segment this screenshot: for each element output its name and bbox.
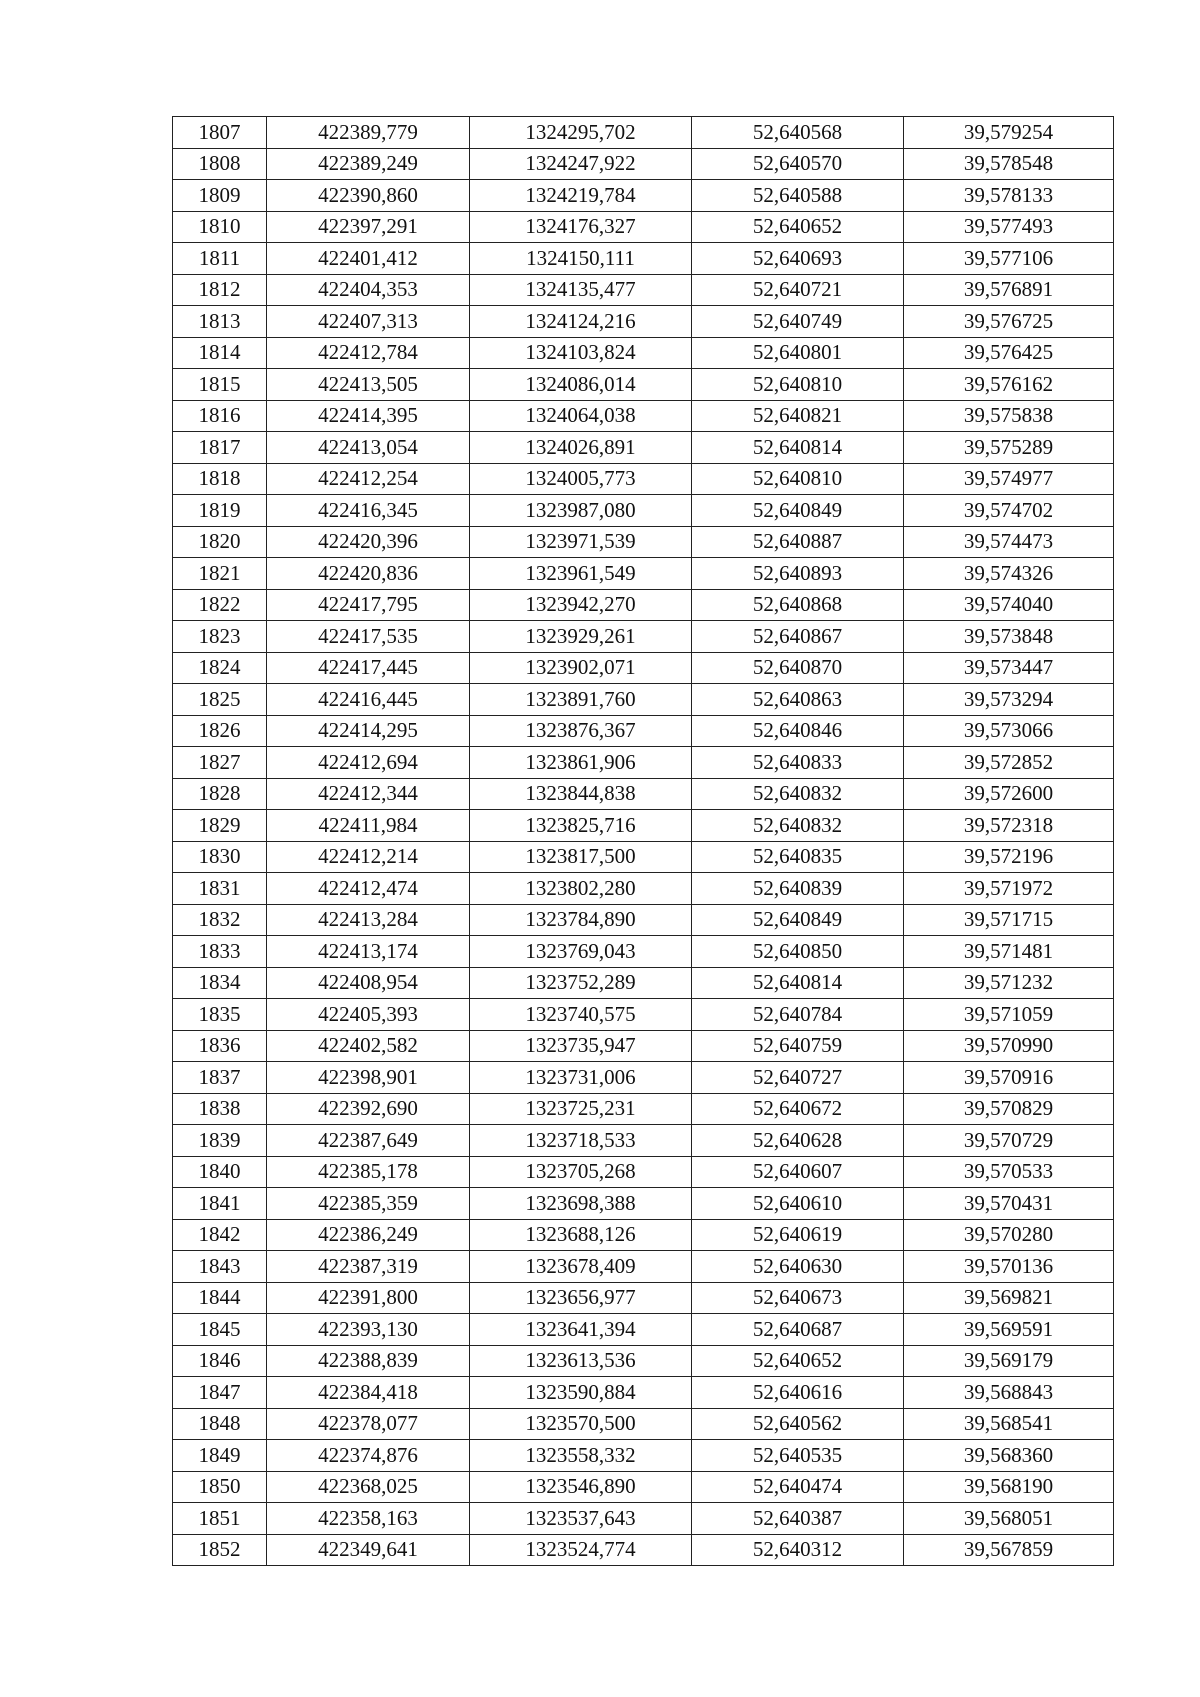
x-coordinate-cell: 422397,291 (267, 211, 470, 243)
longitude-cell: 39,574702 (904, 495, 1114, 527)
x-coordinate-cell: 422411,984 (267, 810, 470, 842)
table-row (173, 1062, 1114, 1094)
point-number-cell: 1840 (173, 1156, 267, 1188)
table-row (173, 1251, 1114, 1283)
x-coordinate-cell: 422420,396 (267, 526, 470, 558)
point-number-cell: 1836 (173, 1030, 267, 1062)
latitude-cell: 52,640887 (692, 526, 904, 558)
table-row (173, 526, 1114, 558)
y-coordinate-cell: 1323784,890 (470, 904, 692, 936)
table-row (173, 621, 1114, 653)
x-coordinate-cell: 422368,025 (267, 1471, 470, 1503)
point-number-cell: 1837 (173, 1062, 267, 1094)
table-row (173, 747, 1114, 779)
longitude-cell: 39,568360 (904, 1440, 1114, 1472)
table-row (173, 1093, 1114, 1125)
y-coordinate-cell: 1324103,824 (470, 337, 692, 369)
table-row (173, 873, 1114, 905)
table-row (173, 432, 1114, 464)
table-row (173, 1440, 1114, 1472)
x-coordinate-cell: 422358,163 (267, 1503, 470, 1535)
latitude-cell: 52,640570 (692, 148, 904, 180)
latitude-cell: 52,640784 (692, 999, 904, 1031)
longitude-cell: 39,573066 (904, 715, 1114, 747)
point-number-cell: 1830 (173, 841, 267, 873)
longitude-cell: 39,569591 (904, 1314, 1114, 1346)
x-coordinate-cell: 422392,690 (267, 1093, 470, 1125)
y-coordinate-cell: 1323929,261 (470, 621, 692, 653)
y-coordinate-cell: 1323802,280 (470, 873, 692, 905)
point-number-cell: 1821 (173, 558, 267, 590)
longitude-cell: 39,570829 (904, 1093, 1114, 1125)
table-row (173, 337, 1114, 369)
y-coordinate-cell: 1323718,533 (470, 1125, 692, 1157)
y-coordinate-cell: 1323537,643 (470, 1503, 692, 1535)
longitude-cell: 39,573294 (904, 684, 1114, 716)
longitude-cell: 39,574473 (904, 526, 1114, 558)
latitude-cell: 52,640588 (692, 180, 904, 212)
x-coordinate-cell: 422416,445 (267, 684, 470, 716)
point-number-cell: 1813 (173, 306, 267, 338)
longitude-cell: 39,570136 (904, 1251, 1114, 1283)
table-row (173, 778, 1114, 810)
latitude-cell: 52,640835 (692, 841, 904, 873)
longitude-cell: 39,578133 (904, 180, 1114, 212)
table-row (173, 495, 1114, 527)
x-coordinate-cell: 422385,359 (267, 1188, 470, 1220)
x-coordinate-cell: 422387,319 (267, 1251, 470, 1283)
longitude-cell: 39,576162 (904, 369, 1114, 401)
point-number-cell: 1838 (173, 1093, 267, 1125)
longitude-cell: 39,571059 (904, 999, 1114, 1031)
y-coordinate-cell: 1324150,111 (470, 243, 692, 275)
latitude-cell: 52,640610 (692, 1188, 904, 1220)
x-coordinate-cell: 422412,694 (267, 747, 470, 779)
table-row (173, 1156, 1114, 1188)
point-number-cell: 1807 (173, 117, 267, 149)
table-row (173, 117, 1114, 149)
y-coordinate-cell: 1323861,906 (470, 747, 692, 779)
table-row (173, 369, 1114, 401)
point-number-cell: 1852 (173, 1534, 267, 1566)
longitude-cell: 39,568190 (904, 1471, 1114, 1503)
y-coordinate-cell: 1323825,716 (470, 810, 692, 842)
coordinates-table-body (173, 117, 1114, 1566)
longitude-cell: 39,576725 (904, 306, 1114, 338)
latitude-cell: 52,640839 (692, 873, 904, 905)
longitude-cell: 39,570729 (904, 1125, 1114, 1157)
point-number-cell: 1815 (173, 369, 267, 401)
point-number-cell: 1812 (173, 274, 267, 306)
x-coordinate-cell: 422412,344 (267, 778, 470, 810)
x-coordinate-cell: 422417,445 (267, 652, 470, 684)
longitude-cell: 39,575289 (904, 432, 1114, 464)
latitude-cell: 52,640893 (692, 558, 904, 590)
point-number-cell: 1850 (173, 1471, 267, 1503)
latitude-cell: 52,640846 (692, 715, 904, 747)
point-number-cell: 1831 (173, 873, 267, 905)
table-row (173, 652, 1114, 684)
longitude-cell: 39,579254 (904, 117, 1114, 149)
point-number-cell: 1808 (173, 148, 267, 180)
x-coordinate-cell: 422391,800 (267, 1282, 470, 1314)
point-number-cell: 1819 (173, 495, 267, 527)
x-coordinate-cell: 422408,954 (267, 967, 470, 999)
table-row (173, 1534, 1114, 1566)
y-coordinate-cell: 1323844,838 (470, 778, 692, 810)
longitude-cell: 39,573848 (904, 621, 1114, 653)
x-coordinate-cell: 422389,779 (267, 117, 470, 149)
coordinates-table (172, 116, 1114, 1566)
latitude-cell: 52,640628 (692, 1125, 904, 1157)
x-coordinate-cell: 422386,249 (267, 1219, 470, 1251)
table-row (173, 1188, 1114, 1220)
y-coordinate-cell: 1323698,388 (470, 1188, 692, 1220)
point-number-cell: 1826 (173, 715, 267, 747)
x-coordinate-cell: 422412,254 (267, 463, 470, 495)
y-coordinate-cell: 1323725,231 (470, 1093, 692, 1125)
latitude-cell: 52,640867 (692, 621, 904, 653)
x-coordinate-cell: 422385,178 (267, 1156, 470, 1188)
table-row (173, 1408, 1114, 1440)
y-coordinate-cell: 1324295,702 (470, 117, 692, 149)
table-row (173, 558, 1114, 590)
y-coordinate-cell: 1323570,500 (470, 1408, 692, 1440)
x-coordinate-cell: 422349,641 (267, 1534, 470, 1566)
latitude-cell: 52,640810 (692, 463, 904, 495)
x-coordinate-cell: 422413,174 (267, 936, 470, 968)
table-row (173, 936, 1114, 968)
table-row (173, 1503, 1114, 1535)
table-row (173, 1377, 1114, 1409)
x-coordinate-cell: 422412,784 (267, 337, 470, 369)
latitude-cell: 52,640568 (692, 117, 904, 149)
latitude-cell: 52,640850 (692, 936, 904, 968)
y-coordinate-cell: 1323656,977 (470, 1282, 692, 1314)
longitude-cell: 39,577493 (904, 211, 1114, 243)
y-coordinate-cell: 1323971,539 (470, 526, 692, 558)
longitude-cell: 39,573447 (904, 652, 1114, 684)
table-row (173, 1471, 1114, 1503)
table-row (173, 715, 1114, 747)
latitude-cell: 52,640535 (692, 1440, 904, 1472)
y-coordinate-cell: 1323558,332 (470, 1440, 692, 1472)
x-coordinate-cell: 422412,214 (267, 841, 470, 873)
y-coordinate-cell: 1323961,549 (470, 558, 692, 590)
table-row (173, 1282, 1114, 1314)
x-coordinate-cell: 422402,582 (267, 1030, 470, 1062)
y-coordinate-cell: 1324026,891 (470, 432, 692, 464)
y-coordinate-cell: 1323705,268 (470, 1156, 692, 1188)
longitude-cell: 39,572318 (904, 810, 1114, 842)
x-coordinate-cell: 422413,284 (267, 904, 470, 936)
x-coordinate-cell: 422404,353 (267, 274, 470, 306)
point-number-cell: 1851 (173, 1503, 267, 1535)
latitude-cell: 52,640814 (692, 432, 904, 464)
latitude-cell: 52,640474 (692, 1471, 904, 1503)
table-row (173, 1030, 1114, 1062)
y-coordinate-cell: 1323688,126 (470, 1219, 692, 1251)
latitude-cell: 52,640693 (692, 243, 904, 275)
point-number-cell: 1842 (173, 1219, 267, 1251)
latitude-cell: 52,640630 (692, 1251, 904, 1283)
latitude-cell: 52,640312 (692, 1534, 904, 1566)
latitude-cell: 52,640652 (692, 1345, 904, 1377)
longitude-cell: 39,577106 (904, 243, 1114, 275)
point-number-cell: 1844 (173, 1282, 267, 1314)
latitude-cell: 52,640673 (692, 1282, 904, 1314)
x-coordinate-cell: 422374,876 (267, 1440, 470, 1472)
x-coordinate-cell: 422413,505 (267, 369, 470, 401)
y-coordinate-cell: 1323590,884 (470, 1377, 692, 1409)
x-coordinate-cell: 422417,535 (267, 621, 470, 653)
point-number-cell: 1843 (173, 1251, 267, 1283)
point-number-cell: 1814 (173, 337, 267, 369)
point-number-cell: 1829 (173, 810, 267, 842)
longitude-cell: 39,570916 (904, 1062, 1114, 1094)
x-coordinate-cell: 422393,130 (267, 1314, 470, 1346)
x-coordinate-cell: 422405,393 (267, 999, 470, 1031)
latitude-cell: 52,640849 (692, 904, 904, 936)
y-coordinate-cell: 1323641,394 (470, 1314, 692, 1346)
longitude-cell: 39,572196 (904, 841, 1114, 873)
longitude-cell: 39,570280 (904, 1219, 1114, 1251)
table-row (173, 1314, 1114, 1346)
y-coordinate-cell: 1324247,922 (470, 148, 692, 180)
table-row (173, 463, 1114, 495)
latitude-cell: 52,640863 (692, 684, 904, 716)
longitude-cell: 39,572600 (904, 778, 1114, 810)
x-coordinate-cell: 422412,474 (267, 873, 470, 905)
latitude-cell: 52,640832 (692, 810, 904, 842)
latitude-cell: 52,640721 (692, 274, 904, 306)
point-number-cell: 1810 (173, 211, 267, 243)
point-number-cell: 1823 (173, 621, 267, 653)
longitude-cell: 39,571972 (904, 873, 1114, 905)
latitude-cell: 52,640687 (692, 1314, 904, 1346)
point-number-cell: 1841 (173, 1188, 267, 1220)
table-row (173, 1219, 1114, 1251)
y-coordinate-cell: 1323769,043 (470, 936, 692, 968)
longitude-cell: 39,568051 (904, 1503, 1114, 1535)
point-number-cell: 1845 (173, 1314, 267, 1346)
x-coordinate-cell: 422387,649 (267, 1125, 470, 1157)
longitude-cell: 39,568541 (904, 1408, 1114, 1440)
longitude-cell: 39,569179 (904, 1345, 1114, 1377)
y-coordinate-cell: 1324086,014 (470, 369, 692, 401)
latitude-cell: 52,640607 (692, 1156, 904, 1188)
point-number-cell: 1846 (173, 1345, 267, 1377)
y-coordinate-cell: 1324064,038 (470, 400, 692, 432)
point-number-cell: 1849 (173, 1440, 267, 1472)
x-coordinate-cell: 422398,901 (267, 1062, 470, 1094)
x-coordinate-cell: 422417,795 (267, 589, 470, 621)
y-coordinate-cell: 1323678,409 (470, 1251, 692, 1283)
longitude-cell: 39,575838 (904, 400, 1114, 432)
y-coordinate-cell: 1323891,760 (470, 684, 692, 716)
longitude-cell: 39,574040 (904, 589, 1114, 621)
longitude-cell: 39,576891 (904, 274, 1114, 306)
longitude-cell: 39,569821 (904, 1282, 1114, 1314)
latitude-cell: 52,640868 (692, 589, 904, 621)
y-coordinate-cell: 1324135,477 (470, 274, 692, 306)
point-number-cell: 1834 (173, 967, 267, 999)
latitude-cell: 52,640616 (692, 1377, 904, 1409)
table-row (173, 1125, 1114, 1157)
table-row (173, 306, 1114, 338)
table-row (173, 904, 1114, 936)
y-coordinate-cell: 1323902,071 (470, 652, 692, 684)
table-row (173, 243, 1114, 275)
y-coordinate-cell: 1323524,774 (470, 1534, 692, 1566)
point-number-cell: 1817 (173, 432, 267, 464)
y-coordinate-cell: 1324005,773 (470, 463, 692, 495)
y-coordinate-cell: 1324219,784 (470, 180, 692, 212)
latitude-cell: 52,640387 (692, 1503, 904, 1535)
point-number-cell: 1825 (173, 684, 267, 716)
longitude-cell: 39,571481 (904, 936, 1114, 968)
table-row (173, 148, 1114, 180)
y-coordinate-cell: 1323876,367 (470, 715, 692, 747)
point-number-cell: 1818 (173, 463, 267, 495)
longitude-cell: 39,571232 (904, 967, 1114, 999)
table-row (173, 841, 1114, 873)
latitude-cell: 52,640749 (692, 306, 904, 338)
y-coordinate-cell: 1323731,006 (470, 1062, 692, 1094)
point-number-cell: 1820 (173, 526, 267, 558)
table-row (173, 589, 1114, 621)
point-number-cell: 1811 (173, 243, 267, 275)
point-number-cell: 1848 (173, 1408, 267, 1440)
latitude-cell: 52,640619 (692, 1219, 904, 1251)
x-coordinate-cell: 422414,395 (267, 400, 470, 432)
latitude-cell: 52,640801 (692, 337, 904, 369)
point-number-cell: 1839 (173, 1125, 267, 1157)
table-row (173, 1345, 1114, 1377)
table-row (173, 684, 1114, 716)
x-coordinate-cell: 422414,295 (267, 715, 470, 747)
longitude-cell: 39,574326 (904, 558, 1114, 590)
longitude-cell: 39,574977 (904, 463, 1114, 495)
y-coordinate-cell: 1324124,216 (470, 306, 692, 338)
point-number-cell: 1809 (173, 180, 267, 212)
y-coordinate-cell: 1323740,575 (470, 999, 692, 1031)
y-coordinate-cell: 1323752,289 (470, 967, 692, 999)
longitude-cell: 39,576425 (904, 337, 1114, 369)
x-coordinate-cell: 422413,054 (267, 432, 470, 464)
table-row (173, 400, 1114, 432)
latitude-cell: 52,640849 (692, 495, 904, 527)
longitude-cell: 39,572852 (904, 747, 1114, 779)
x-coordinate-cell: 422420,836 (267, 558, 470, 590)
point-number-cell: 1816 (173, 400, 267, 432)
y-coordinate-cell: 1324176,327 (470, 211, 692, 243)
longitude-cell: 39,570533 (904, 1156, 1114, 1188)
x-coordinate-cell: 422390,860 (267, 180, 470, 212)
latitude-cell: 52,640672 (692, 1093, 904, 1125)
point-number-cell: 1832 (173, 904, 267, 936)
latitude-cell: 52,640810 (692, 369, 904, 401)
latitude-cell: 52,640870 (692, 652, 904, 684)
latitude-cell: 52,640821 (692, 400, 904, 432)
x-coordinate-cell: 422378,077 (267, 1408, 470, 1440)
y-coordinate-cell: 1323987,080 (470, 495, 692, 527)
latitude-cell: 52,640727 (692, 1062, 904, 1094)
point-number-cell: 1827 (173, 747, 267, 779)
y-coordinate-cell: 1323546,890 (470, 1471, 692, 1503)
latitude-cell: 52,640562 (692, 1408, 904, 1440)
longitude-cell: 39,570431 (904, 1188, 1114, 1220)
y-coordinate-cell: 1323613,536 (470, 1345, 692, 1377)
latitude-cell: 52,640833 (692, 747, 904, 779)
point-number-cell: 1835 (173, 999, 267, 1031)
y-coordinate-cell: 1323735,947 (470, 1030, 692, 1062)
y-coordinate-cell: 1323817,500 (470, 841, 692, 873)
longitude-cell: 39,567859 (904, 1534, 1114, 1566)
latitude-cell: 52,640814 (692, 967, 904, 999)
point-number-cell: 1824 (173, 652, 267, 684)
table-row (173, 211, 1114, 243)
x-coordinate-cell: 422388,839 (267, 1345, 470, 1377)
x-coordinate-cell: 422384,418 (267, 1377, 470, 1409)
point-number-cell: 1822 (173, 589, 267, 621)
point-number-cell: 1833 (173, 936, 267, 968)
point-number-cell: 1828 (173, 778, 267, 810)
table-row (173, 274, 1114, 306)
x-coordinate-cell: 422401,412 (267, 243, 470, 275)
table-row (173, 180, 1114, 212)
longitude-cell: 39,571715 (904, 904, 1114, 936)
longitude-cell: 39,570990 (904, 1030, 1114, 1062)
longitude-cell: 39,568843 (904, 1377, 1114, 1409)
x-coordinate-cell: 422389,249 (267, 148, 470, 180)
latitude-cell: 52,640759 (692, 1030, 904, 1062)
x-coordinate-cell: 422416,345 (267, 495, 470, 527)
point-number-cell: 1847 (173, 1377, 267, 1409)
table-row (173, 999, 1114, 1031)
table-row (173, 967, 1114, 999)
longitude-cell: 39,578548 (904, 148, 1114, 180)
table-row (173, 810, 1114, 842)
x-coordinate-cell: 422407,313 (267, 306, 470, 338)
latitude-cell: 52,640652 (692, 211, 904, 243)
y-coordinate-cell: 1323942,270 (470, 589, 692, 621)
latitude-cell: 52,640832 (692, 778, 904, 810)
